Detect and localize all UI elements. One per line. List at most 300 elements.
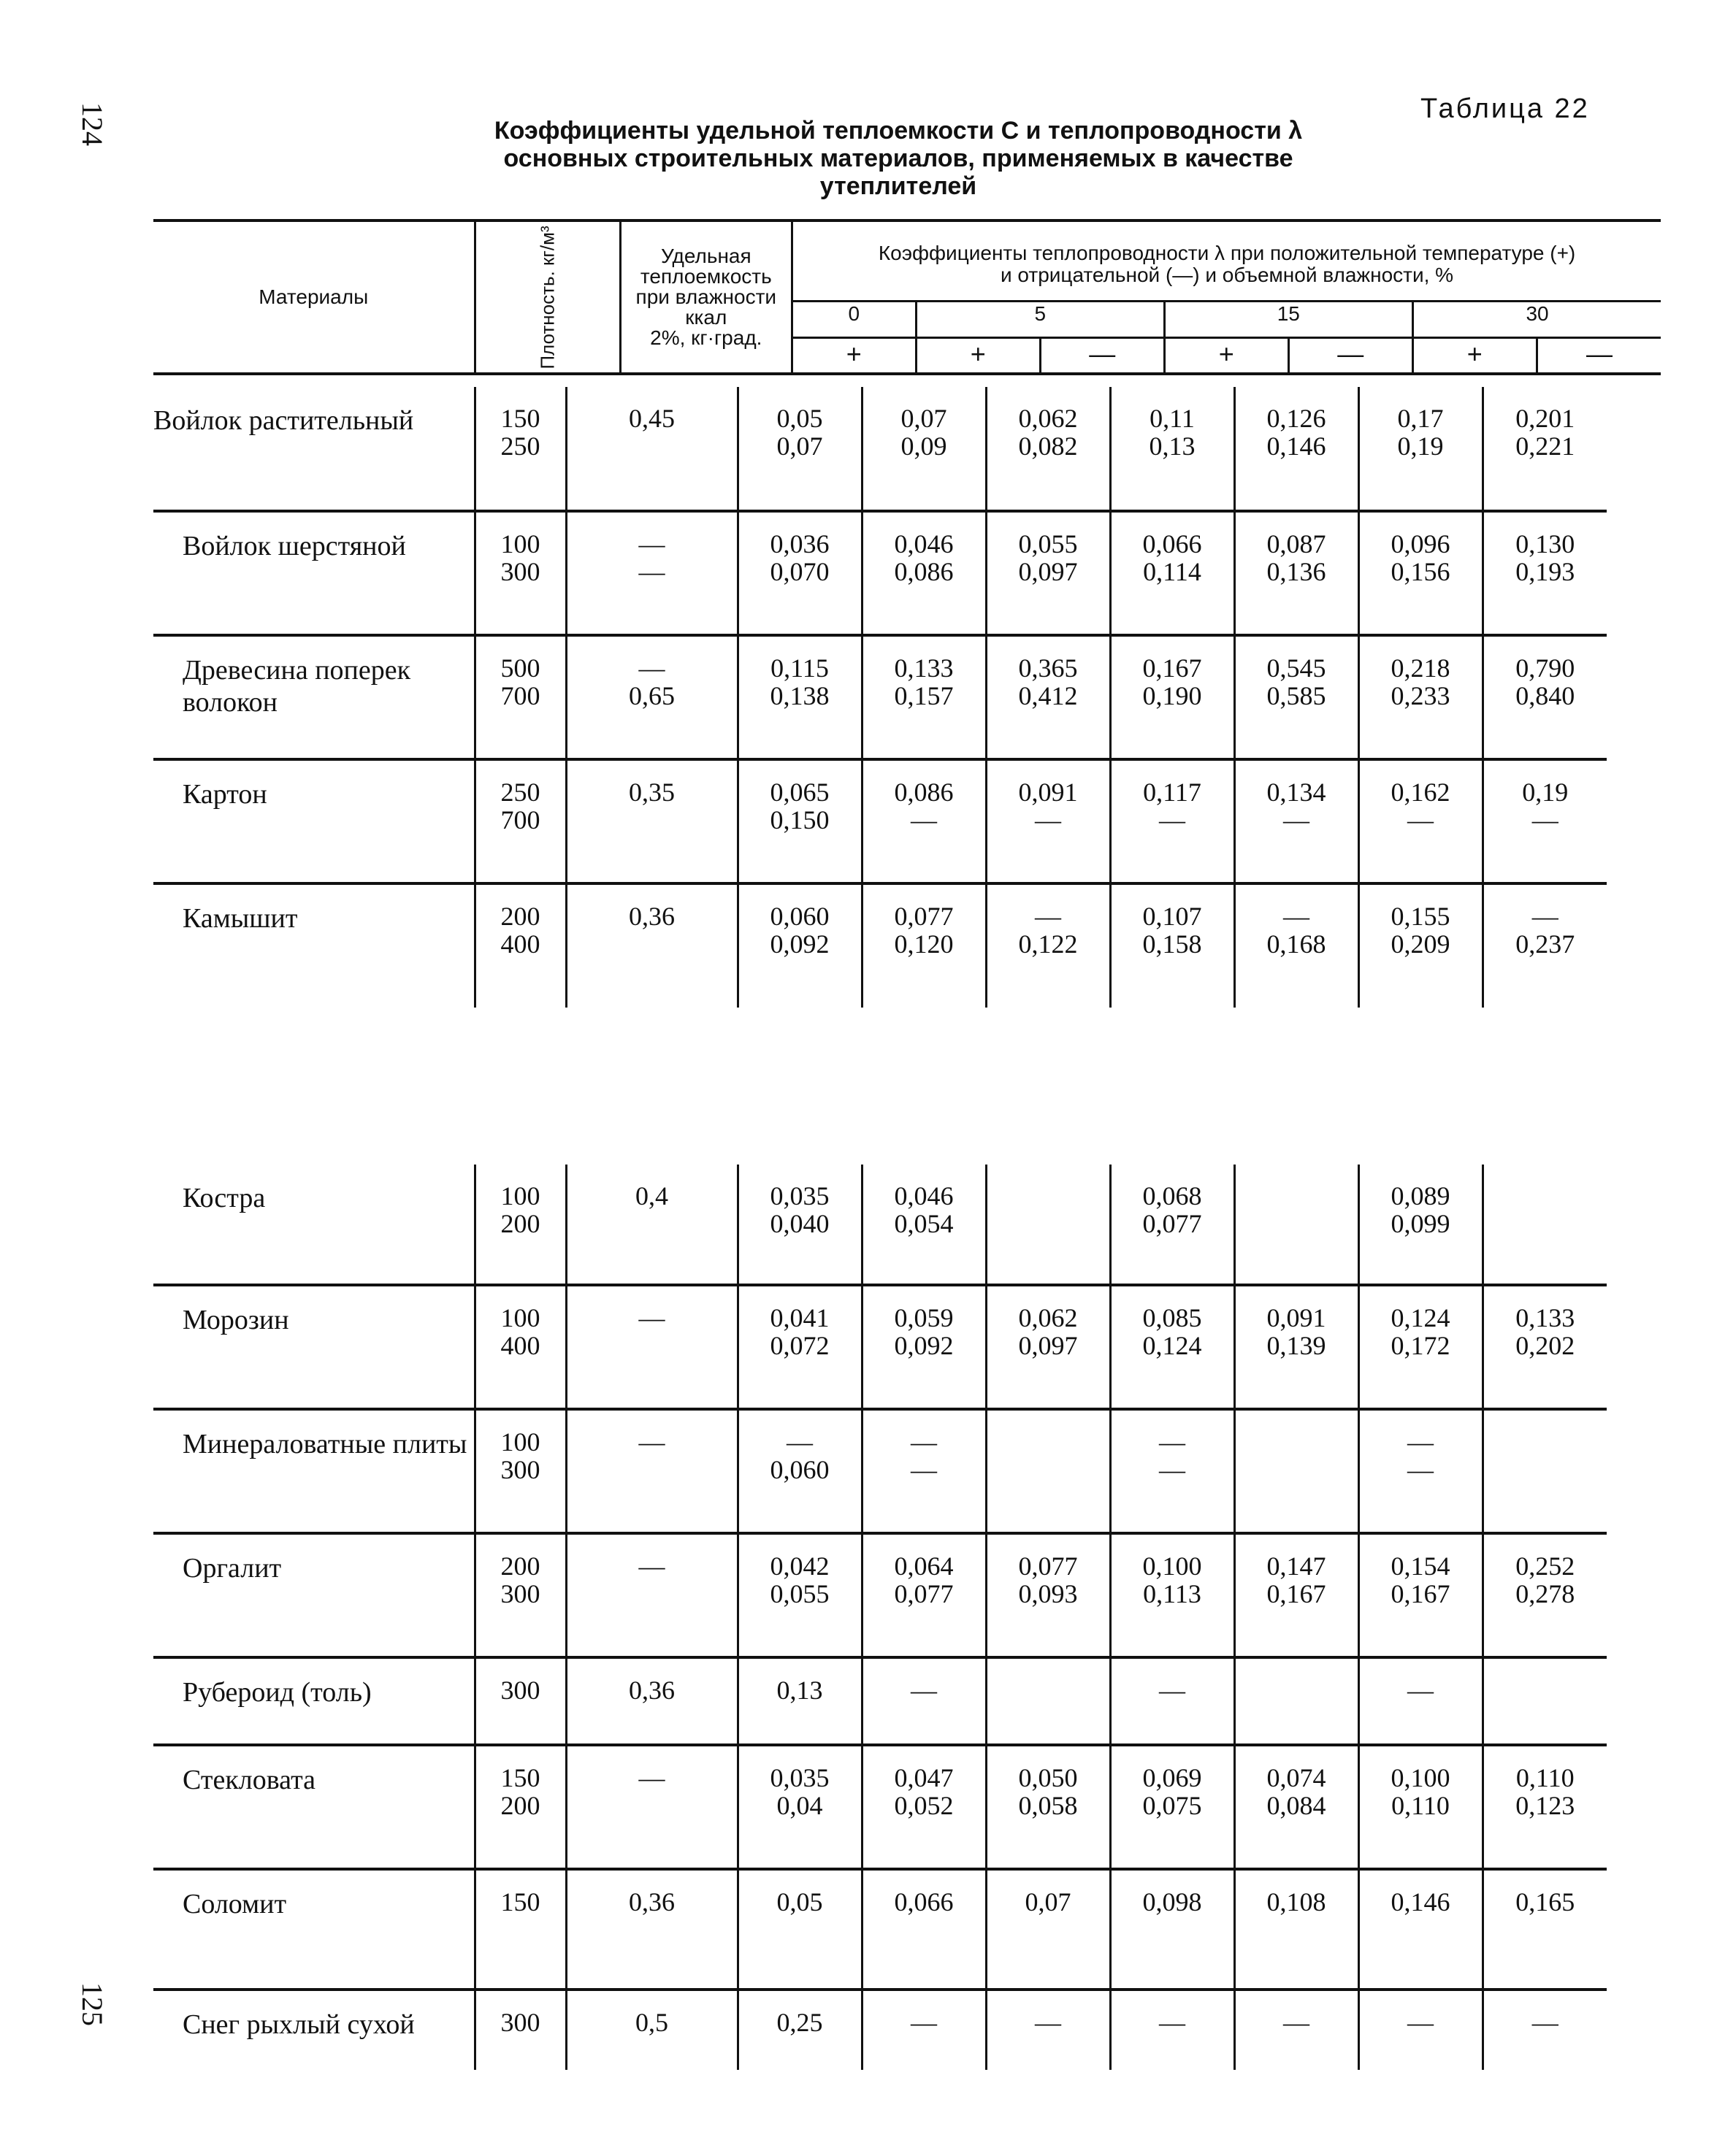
heat-capacity-cell-value: — xyxy=(638,1427,665,1457)
table-row xyxy=(153,1657,1607,1745)
lambda-cell xyxy=(986,1285,1110,1409)
lambda-cell xyxy=(738,1285,862,1409)
lambda-cell-value: 0,107 xyxy=(1142,902,1202,931)
lambda-cell-value: 0,085 xyxy=(1142,1303,1202,1332)
lambda-cell xyxy=(1234,1165,1358,1285)
density-cell-value: 700 xyxy=(500,681,540,710)
lambda-cell xyxy=(862,1745,986,1869)
header-sign: + xyxy=(792,337,916,374)
lambda-cell-value: 0,126 xyxy=(1266,404,1326,433)
lambda-cell-value: 0,138 xyxy=(770,681,830,710)
lambda-cell-value: 0,202 xyxy=(1515,1331,1575,1360)
lambda-cell-value: 0,840 xyxy=(1515,681,1575,710)
lambda-cell-value: 0,062 xyxy=(1018,1303,1078,1332)
material-name: Древесина поперек волокон xyxy=(153,635,475,759)
lambda-cell-value: — xyxy=(1035,902,1061,931)
lambda-cell xyxy=(1110,1285,1234,1409)
lambda-cell xyxy=(1234,1869,1358,1990)
table-body-part-1 xyxy=(153,387,1607,1008)
lambda-cell-value: — xyxy=(1283,2008,1309,2037)
lambda-cell xyxy=(1483,1533,1607,1657)
lambda-cell-value: — xyxy=(1407,1455,1434,1484)
table-label: Таблица 22 xyxy=(1420,93,1590,124)
heat-capacity-cell xyxy=(566,1285,738,1409)
lambda-cell-value: 0,040 xyxy=(770,1209,830,1238)
density-cell xyxy=(475,1409,566,1533)
lambda-cell-value: 0,412 xyxy=(1018,681,1078,710)
lambda-cell-value: 0,167 xyxy=(1266,1579,1326,1608)
lambda-cell-value: 0,162 xyxy=(1391,778,1450,807)
lambda-cell xyxy=(738,1745,862,1869)
density-cell xyxy=(475,387,566,511)
lambda-cell-value: 0,077 xyxy=(1142,1209,1202,1238)
lambda-cell-value: — xyxy=(1035,2008,1061,2037)
heat-capacity-cell-value: — xyxy=(638,653,665,683)
lambda-cell-value: 0,072 xyxy=(770,1331,830,1360)
lambda-cell xyxy=(986,883,1110,1008)
material-name: Соломит xyxy=(153,1869,475,1990)
material-name: Стекловата xyxy=(153,1745,475,1869)
header-materials: Материалы xyxy=(259,285,369,308)
lambda-cell-value: 0,097 xyxy=(1018,557,1078,586)
lambda-cell xyxy=(986,511,1110,635)
lambda-cell-value: 0,110 xyxy=(1391,1791,1450,1820)
material-name: Снег рыхлый сухой xyxy=(153,1990,475,2070)
density-cell-value: 150 xyxy=(500,404,540,433)
lambda-cell-value: 0,055 xyxy=(1018,529,1078,559)
lambda-cell-value: 0,086 xyxy=(894,557,954,586)
lambda-cell-value: 0,113 xyxy=(1143,1579,1201,1608)
lambda-cell xyxy=(1483,1745,1607,1869)
header-lambda: Коэффициенты теплопроводности λ при положительной температуре (+) и отрицательной (—) и объемной влажности, % xyxy=(792,220,1661,301)
lambda-cell xyxy=(986,1533,1110,1657)
lambda-cell xyxy=(738,1533,862,1657)
density-cell-value: 100 xyxy=(500,1181,540,1211)
lambda-cell-value: 0,052 xyxy=(894,1791,954,1820)
lambda-cell-value: 0,064 xyxy=(894,1551,954,1581)
lambda-cell-value: 0,147 xyxy=(1266,1551,1326,1581)
header-sign: — xyxy=(1288,337,1412,374)
lambda-cell xyxy=(1110,1533,1234,1657)
lambda-cell-value: 0,091 xyxy=(1018,778,1078,807)
lambda-cell xyxy=(986,1165,1110,1285)
lambda-cell xyxy=(738,1869,862,1990)
lambda-cell xyxy=(1110,759,1234,883)
header-sign: — xyxy=(1040,337,1164,374)
density-cell-value: 300 xyxy=(500,1579,540,1608)
lambda-cell-value: 0,136 xyxy=(1266,557,1326,586)
lambda-cell-value: — xyxy=(1159,1427,1185,1457)
lambda-cell-value: 0,17 xyxy=(1397,404,1444,433)
lambda-cell-value: 0,193 xyxy=(1515,557,1575,586)
lambda-cell xyxy=(1483,511,1607,635)
title-line-2: основных строительных материалов, применяемых в качестве xyxy=(503,145,1293,172)
lambda-cell xyxy=(1110,1869,1234,1990)
material-name: Рубероид (толь) xyxy=(153,1657,475,1745)
lambda-cell-value: 0,108 xyxy=(1266,1887,1326,1917)
lambda-cell xyxy=(862,387,986,511)
lambda-cell-value: — xyxy=(1407,1427,1434,1457)
lambda-cell-value: 0,035 xyxy=(770,1181,830,1211)
lambda-cell-value: 0,146 xyxy=(1266,431,1326,461)
lambda-cell-value: 0,046 xyxy=(894,1181,954,1211)
heat-capacity-cell-value: 0,35 xyxy=(629,778,675,807)
lambda-cell-value: 0,133 xyxy=(894,653,954,683)
lambda-cell xyxy=(986,1990,1110,2070)
lambda-cell xyxy=(1358,1990,1483,2070)
heat-capacity-cell-value: — xyxy=(638,529,665,559)
table-row xyxy=(153,635,1607,759)
lambda-cell-value: 0,077 xyxy=(894,902,954,931)
lambda-cell xyxy=(986,1745,1110,1869)
density-cell-value: 300 xyxy=(500,1676,540,1705)
table-title xyxy=(467,117,1329,200)
lambda-cell-value: 0,086 xyxy=(894,778,954,807)
title-line-1: Коэффициенты удельной теплоемкости C и теплопроводности λ xyxy=(494,117,1303,145)
lambda-cell-value: 0,035 xyxy=(770,1763,830,1792)
lambda-cell-value: 0,124 xyxy=(1142,1331,1202,1360)
lambda-cell xyxy=(1358,511,1483,635)
lambda-cell xyxy=(1483,635,1607,759)
heat-capacity-cell xyxy=(566,1745,738,1869)
lambda-cell-value: — xyxy=(1407,805,1434,835)
material-name: Камышит xyxy=(153,883,475,1008)
lambda-cell xyxy=(1234,387,1358,511)
header-heat-capacity: Удельная теплоемкость при влажности ккал 2%, кг·град. xyxy=(620,220,792,374)
lambda-cell-value: 0,05 xyxy=(776,1887,823,1917)
lambda-cell-value: — xyxy=(1407,2008,1434,2037)
lambda-cell xyxy=(1358,1409,1483,1533)
lambda-cell-value: 0,190 xyxy=(1142,681,1202,710)
material-name: Костра xyxy=(183,1183,266,1213)
lambda-cell-value: 0,082 xyxy=(1018,431,1078,461)
lambda-cell-value: 0,115 xyxy=(770,653,829,683)
heat-capacity-cell xyxy=(566,1869,738,1990)
lambda-cell-value: 0,060 xyxy=(770,902,830,931)
lambda-cell-value: 0,070 xyxy=(770,557,830,586)
lambda-cell xyxy=(1483,1657,1607,1745)
lambda-cell xyxy=(1483,387,1607,511)
lambda-cell xyxy=(1110,1745,1234,1869)
lambda-cell-value: 0,092 xyxy=(770,929,830,959)
density-cell-value: 150 xyxy=(500,1887,540,1917)
lambda-cell-value: 0,123 xyxy=(1515,1791,1575,1820)
lambda-cell-value: 0,167 xyxy=(1142,653,1202,683)
heat-capacity-cell-value: — xyxy=(638,557,665,586)
lambda-cell-value: 0,100 xyxy=(1142,1551,1202,1581)
lambda-cell-value: 0,060 xyxy=(770,1455,830,1484)
density-cell-value: 250 xyxy=(500,431,540,461)
lambda-cell xyxy=(1358,1165,1483,1285)
lambda-cell-value: 0,168 xyxy=(1266,929,1326,959)
density-cell-value: 300 xyxy=(500,2008,540,2037)
lambda-cell xyxy=(986,1409,1110,1533)
table-row xyxy=(153,1165,1607,1285)
lambda-cell xyxy=(1110,1165,1234,1285)
lambda-cell xyxy=(738,1990,862,2070)
lambda-cell-value: 0,069 xyxy=(1142,1763,1202,1792)
density-cell-value: 300 xyxy=(500,557,540,586)
lambda-cell xyxy=(1110,511,1234,635)
lambda-cell xyxy=(1358,387,1483,511)
table-row xyxy=(153,883,1607,1008)
lambda-cell-value: 0,042 xyxy=(770,1551,830,1581)
heat-capacity-cell xyxy=(566,759,738,883)
lambda-cell-value: 0,09 xyxy=(900,431,947,461)
density-cell-value: 100 xyxy=(500,1427,540,1457)
lambda-cell-value: — xyxy=(911,2008,937,2037)
density-cell-value: 500 xyxy=(500,653,540,683)
lambda-cell xyxy=(1234,511,1358,635)
heat-capacity-cell-value: — xyxy=(638,1551,665,1581)
lambda-cell-value: 0,07 xyxy=(900,404,947,433)
lambda-cell-value: 0,066 xyxy=(1142,529,1202,559)
lambda-cell-value: 0,25 xyxy=(776,2008,823,2037)
density-cell-value: 300 xyxy=(500,1455,540,1484)
lambda-cell xyxy=(862,1657,986,1745)
table-row xyxy=(153,1745,1607,1869)
lambda-cell-value: 0,11 xyxy=(1150,404,1195,433)
density-cell xyxy=(475,883,566,1008)
density-cell xyxy=(475,1165,566,1285)
lambda-cell xyxy=(1234,635,1358,759)
lambda-cell xyxy=(1110,1409,1234,1533)
heat-capacity-cell xyxy=(566,387,738,511)
heat-capacity-cell-value: 0,4 xyxy=(635,1181,668,1211)
lambda-cell xyxy=(1234,1745,1358,1869)
table-row xyxy=(153,387,1607,511)
lambda-cell xyxy=(862,1165,986,1285)
density-cell-value: 250 xyxy=(500,778,540,807)
lambda-cell-value: 0,114 xyxy=(1143,557,1201,586)
header-moisture-30: 30 xyxy=(1412,301,1661,337)
lambda-cell xyxy=(738,1657,862,1745)
heat-capacity-cell-value: 0,45 xyxy=(629,404,675,433)
heat-capacity-cell-value: 0,36 xyxy=(629,902,675,931)
lambda-cell-value: 0,155 xyxy=(1391,902,1450,931)
lambda-cell-value: 0,036 xyxy=(770,529,830,559)
lambda-cell-value: 0,096 xyxy=(1391,529,1450,559)
lambda-cell xyxy=(986,635,1110,759)
lambda-cell-value: — xyxy=(1283,902,1309,931)
density-cell-value: 100 xyxy=(500,1303,540,1332)
heat-capacity-cell-value: — xyxy=(638,1303,665,1332)
density-cell xyxy=(475,1869,566,1990)
lambda-cell-value: 0,100 xyxy=(1391,1763,1450,1792)
lambda-cell-value: 0,074 xyxy=(1266,1763,1326,1792)
lambda-cell-value: 0,110 xyxy=(1515,1763,1575,1792)
lambda-cell xyxy=(738,1165,862,1285)
table-body-part-2 xyxy=(153,1165,1607,2070)
lambda-cell xyxy=(862,1990,986,2070)
title-line-3: утеплителей xyxy=(819,172,977,200)
lambda-cell-value: 0,237 xyxy=(1515,929,1575,959)
material-name: Войлок шерстяной xyxy=(153,511,475,635)
lambda-cell-value: 0,165 xyxy=(1515,1887,1575,1917)
lambda-cell-value: 0,089 xyxy=(1391,1181,1450,1211)
lambda-cell xyxy=(1483,883,1607,1008)
lambda-cell-value: 0,092 xyxy=(894,1331,954,1360)
lambda-cell xyxy=(738,387,862,511)
lambda-cell-value: 0,117 xyxy=(1143,778,1201,807)
lambda-cell xyxy=(1110,1657,1234,1745)
lambda-cell-value: 0,093 xyxy=(1018,1579,1078,1608)
heat-capacity-cell xyxy=(566,1657,738,1745)
lambda-cell-value: 0,133 xyxy=(1515,1303,1575,1332)
density-cell xyxy=(475,1657,566,1745)
density-cell-value: 400 xyxy=(500,1331,540,1360)
lambda-cell xyxy=(1358,1285,1483,1409)
lambda-cell-value: 0,218 xyxy=(1391,653,1450,683)
lambda-cell-value: 0,099 xyxy=(1391,1209,1450,1238)
lambda-cell xyxy=(1234,883,1358,1008)
table-row xyxy=(153,1409,1607,1533)
lambda-cell xyxy=(1110,635,1234,759)
lambda-cell xyxy=(1110,387,1234,511)
lambda-cell xyxy=(1358,1869,1483,1990)
lambda-cell-value: 0,066 xyxy=(894,1887,954,1917)
lambda-cell-value: 0,150 xyxy=(770,805,830,835)
table-row xyxy=(153,1869,1607,1990)
lambda-cell-value: 0,065 xyxy=(770,778,830,807)
lambda-cell-value: 0,075 xyxy=(1142,1791,1202,1820)
header-sign: + xyxy=(1412,337,1537,374)
lambda-cell-value: 0,05 xyxy=(776,404,823,433)
lambda-cell xyxy=(862,1409,986,1533)
lambda-cell-value: 0,041 xyxy=(770,1303,830,1332)
lambda-cell xyxy=(1234,1657,1358,1745)
lambda-cell xyxy=(1234,1990,1358,2070)
lambda-cell-value: 0,077 xyxy=(1018,1551,1078,1581)
lambda-cell xyxy=(1483,1990,1607,2070)
lambda-cell-value: — xyxy=(911,1427,937,1457)
lambda-cell-value: 0,124 xyxy=(1391,1303,1450,1332)
lambda-cell-value: 0,209 xyxy=(1391,929,1450,959)
material-name: Морозин xyxy=(153,1285,475,1409)
lambda-cell-value: 0,055 xyxy=(770,1579,830,1608)
lambda-cell xyxy=(1358,1745,1483,1869)
lambda-cell xyxy=(986,1657,1110,1745)
lambda-cell xyxy=(1358,759,1483,883)
lambda-cell-value: 0,790 xyxy=(1515,653,1575,683)
lambda-cell xyxy=(738,759,862,883)
lambda-cell-value: 0,158 xyxy=(1142,929,1202,959)
density-cell-value: 150 xyxy=(500,1763,540,1792)
lambda-cell xyxy=(738,635,862,759)
header-moisture-5: 5 xyxy=(916,301,1164,337)
heat-capacity-cell xyxy=(566,1409,738,1533)
lambda-cell-value: 0,585 xyxy=(1266,681,1326,710)
lambda-cell xyxy=(1483,1409,1607,1533)
material-name: Войлок растительный xyxy=(153,405,414,436)
lambda-cell-value: — xyxy=(1159,2008,1185,2037)
density-cell xyxy=(475,1990,566,2070)
lambda-cell-value: 0,201 xyxy=(1515,404,1575,433)
table-row xyxy=(153,1533,1607,1657)
lambda-cell-value: 0,062 xyxy=(1018,404,1078,433)
lambda-cell-value: — xyxy=(1407,1676,1434,1705)
lambda-cell-value: 0,087 xyxy=(1266,529,1326,559)
material-name: Минераловатные плиты xyxy=(153,1409,475,1533)
lambda-cell xyxy=(1110,883,1234,1008)
lambda-cell-value: 0,059 xyxy=(894,1303,954,1332)
density-cell-value: 200 xyxy=(500,902,540,931)
header-density: Плотность. кг/м³ xyxy=(475,220,620,374)
lambda-cell-value: 0,058 xyxy=(1018,1791,1078,1820)
density-cell-value: 200 xyxy=(500,1551,540,1581)
lambda-cell xyxy=(1483,1869,1607,1990)
lambda-cell-value: 0,07 xyxy=(1025,1887,1071,1917)
lambda-cell-value: — xyxy=(1531,2008,1558,2037)
header-moisture-0: 0 xyxy=(792,301,916,337)
lambda-cell-value: 0,130 xyxy=(1515,529,1575,559)
lambda-cell-value: — xyxy=(1531,902,1558,931)
lambda-cell-value: 0,07 xyxy=(776,431,823,461)
lambda-cell-value: 0,13 xyxy=(1149,431,1196,461)
density-cell xyxy=(475,1533,566,1657)
lambda-cell-value: 0,077 xyxy=(894,1579,954,1608)
lambda-cell-value: 0,054 xyxy=(894,1209,954,1238)
lambda-cell-value: 0,19 xyxy=(1522,778,1569,807)
page-number-top: 124 xyxy=(76,102,109,146)
table-row xyxy=(153,1285,1607,1409)
header-sign: + xyxy=(916,337,1040,374)
lambda-cell-value: 0,134 xyxy=(1266,778,1326,807)
lambda-cell-value: 0,098 xyxy=(1142,1887,1202,1917)
lambda-cell-value: 0,04 xyxy=(776,1791,823,1820)
heat-capacity-cell xyxy=(566,511,738,635)
density-cell-value: 200 xyxy=(500,1791,540,1820)
table-row xyxy=(153,759,1607,883)
heat-capacity-cell xyxy=(566,635,738,759)
lambda-cell-value: 0,139 xyxy=(1266,1331,1326,1360)
lambda-cell xyxy=(1358,1657,1483,1745)
lambda-cell xyxy=(1110,1990,1234,2070)
lambda-cell-value: 0,13 xyxy=(776,1676,823,1705)
heat-capacity-cell-value: — xyxy=(638,1763,665,1792)
density-cell-value: 100 xyxy=(500,529,540,559)
lambda-cell xyxy=(862,759,986,883)
lambda-cell-value: 0,097 xyxy=(1018,1331,1078,1360)
heat-capacity-cell xyxy=(566,1533,738,1657)
lambda-cell xyxy=(1234,1409,1358,1533)
heat-capacity-cell xyxy=(566,883,738,1008)
lambda-cell xyxy=(1483,1165,1607,1285)
table-row xyxy=(153,1990,1607,2070)
lambda-cell-value: — xyxy=(911,1676,937,1705)
lambda-cell xyxy=(862,1533,986,1657)
lambda-cell-value: — xyxy=(1159,1676,1185,1705)
lambda-cell-value: — xyxy=(1159,1455,1185,1484)
lambda-cell-value: — xyxy=(1035,805,1061,835)
lambda-cell xyxy=(1234,759,1358,883)
lambda-cell xyxy=(1483,1285,1607,1409)
header-moisture-15: 15 xyxy=(1164,301,1412,337)
lambda-cell-value: 0,046 xyxy=(894,529,954,559)
lambda-cell-value: 0,221 xyxy=(1515,431,1575,461)
lambda-cell xyxy=(986,1869,1110,1990)
lambda-cell-value: 0,19 xyxy=(1397,431,1444,461)
page-number-bottom: 125 xyxy=(76,1982,109,2026)
lambda-cell-value: 0,156 xyxy=(1391,557,1450,586)
lambda-cell-value: 0,122 xyxy=(1018,929,1078,959)
heat-capacity-cell-value: 0,36 xyxy=(629,1887,675,1917)
lambda-cell-value: 0,091 xyxy=(1266,1303,1326,1332)
lambda-cell xyxy=(738,511,862,635)
lambda-cell-value: — xyxy=(1531,805,1558,835)
lambda-cell-value: 0,084 xyxy=(1266,1791,1326,1820)
heat-capacity-cell-value: 0,36 xyxy=(629,1676,675,1705)
